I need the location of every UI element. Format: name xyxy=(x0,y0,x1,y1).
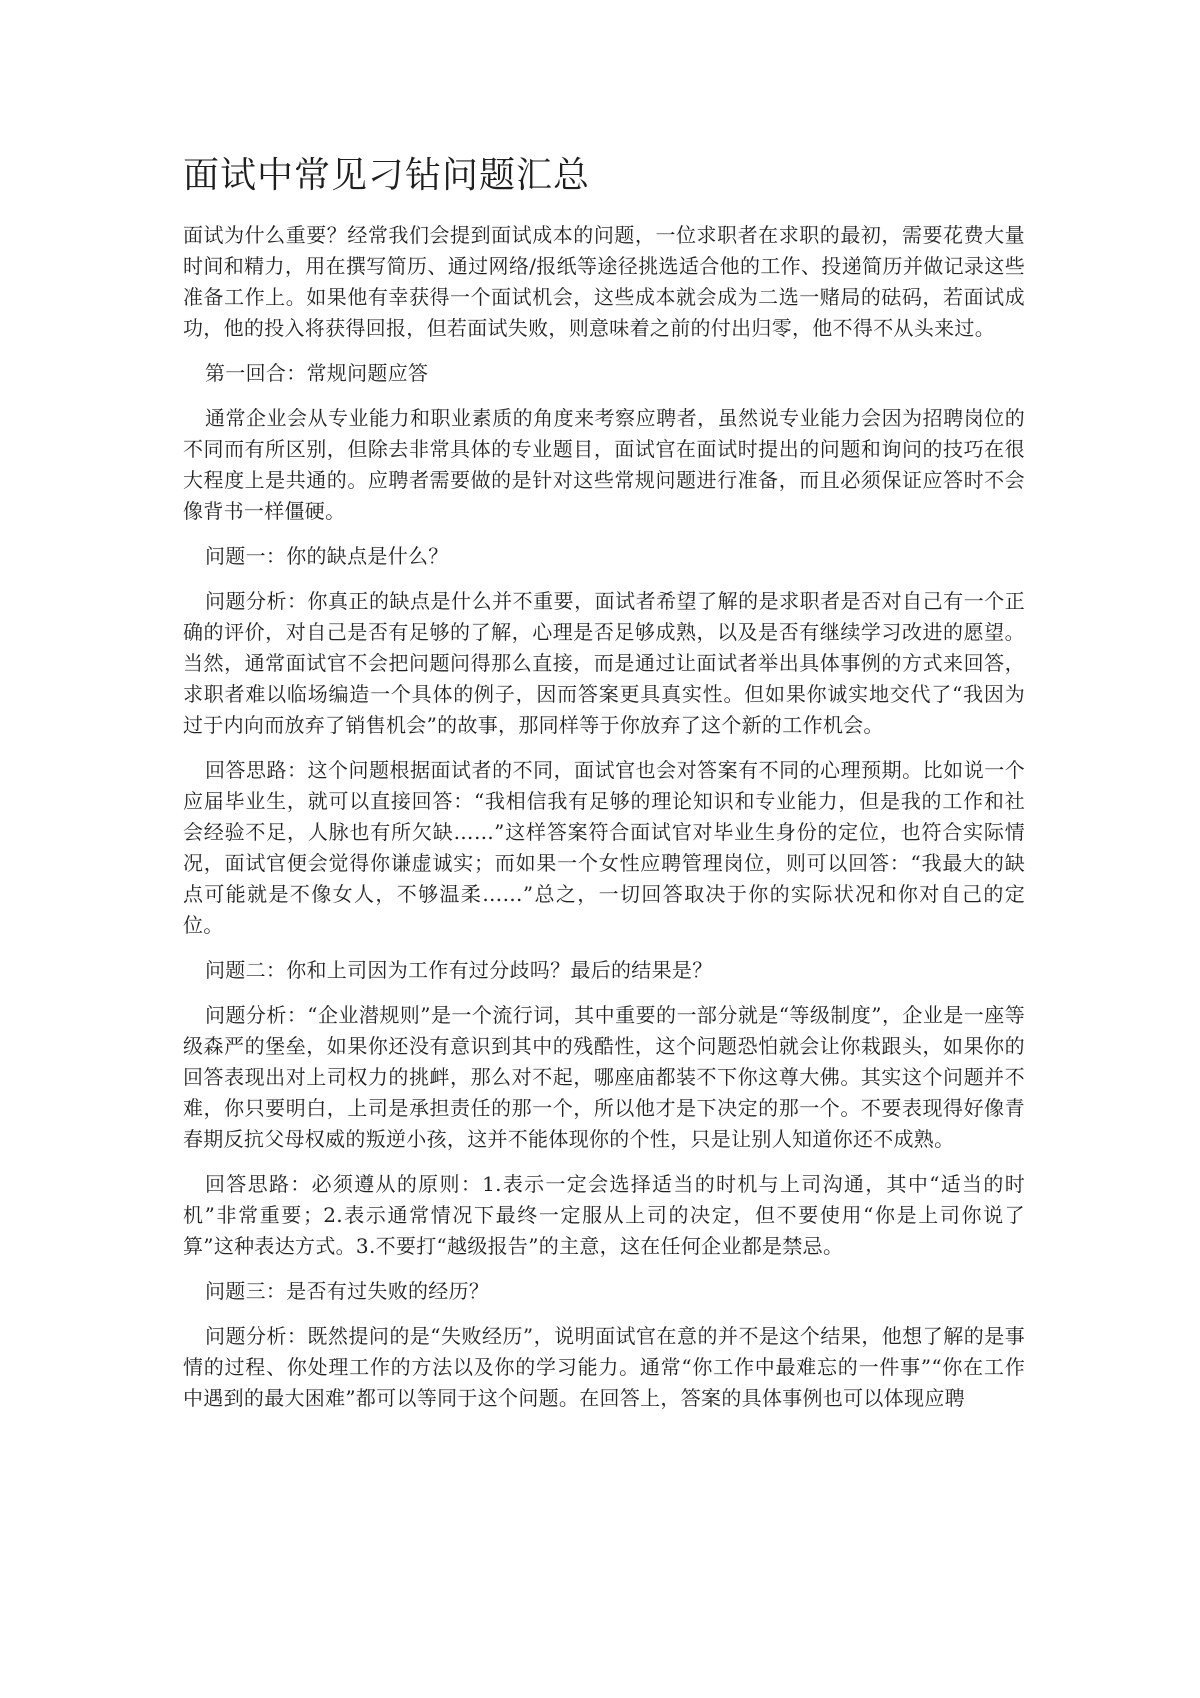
intro-paragraph: 面试为什么重要？经常我们会提到面试成本的问题，一位求职者在求职的最初，需要花费大量时间和精力，用在撰写简历、通过网络/报纸等途径挑选适合他的工作、投递简历并做记录这些准备工作上。如果他有幸获得一个面试机会，这些成本就会成为二选一赌局的砝码，若面试成功，他的投入将获得回报，但若面试失败，则意味着之前的付出归零，他不得不从头来过。 xyxy=(183,223,1025,340)
section-heading-round-one: 第一回合：常规问题应答 xyxy=(205,361,429,385)
document-title: 面试中常见刁钻问题汇总 xyxy=(183,155,591,196)
question-one-analysis: 问题分析：你真正的缺点是什么并不重要，面试者希望了解的是求职者是否对自己有一个正确的评价，对自己是否有足够的了解，心理是否足够成熟，以及是否有继续学习改进的愿望。当然，通常面试官不会把问题问得那么直接，而是通过让面试者举出具体事例的方式来回答，求职者难以临场编造一个具体的例子，因而答案更具真实性。但如果你诚实地交代了“我因为过于内向而放弃了销售机会”的故事，那同样等于你放弃了这个新的工作机会。 xyxy=(183,589,1025,737)
question-three-heading: 问题三：是否有过失败的经历？ xyxy=(205,1279,490,1303)
round-one-paragraph: 通常企业会从专业能力和职业素质的角度来考察应聘者，虽然说专业能力会因为招聘岗位的不同而有所区别，但除去非常具体的专业题目，面试官在面试时提出的问题和询问的技巧在很大程度上是共通的。应聘者需要做的是针对这些常规问题进行准备，而且必须保证应答时不会像背书一样僵硬。 xyxy=(183,406,1025,523)
question-two-analysis: 问题分析：“企业潜规则”是一个流行词，其中重要的一部分就是“等级制度”，企业是一座等级森严的堡垒，如果你还没有意识到其中的残酷性，这个问题恐怕就会让你栽跟头，如果你的回答表现出对上司权力的挑衅，那么对不起，哪座庙都装不下你这尊大佛。其实这个问题并不难，你只要明白，上司是承担责任的那一个，所以他才是下决定的那一个。不要表现得好像青春期反抗父母权威的叛逆小孩，这并不能体现你的个性，只是让别人知道你还不成熟。 xyxy=(183,1003,1025,1151)
question-two-heading: 问题二：你和上司因为工作有过分歧吗？最后的结果是？ xyxy=(205,958,713,982)
question-three-analysis: 问题分析：既然提问的是“失败经历”，说明面试官在意的并不是这个结果，他想了解的是事情的过程、你处理工作的方法以及你的学习能力。通常“你工作中最难忘的一件事”“你在工作中遇到的最大困难”都可以等同于这个问题。在回答上，答案的具体事例也可以体现应聘 xyxy=(183,1324,1025,1410)
question-one-heading: 问题一：你的缺点是什么？ xyxy=(205,544,449,568)
question-one-answer: 回答思路：这个问题根据面试者的不同，面试官也会对答案有不同的心理预期。比如说一个应届毕业生，就可以直接回答：“我相信我有足够的理论知识和专业能力，但是我的工作和社会经验不足，人脉也有所欠缺……”这样答案符合面试官对毕业生身份的定位，也符合实际情况，面试官便会觉得你谦虚诚实；而如果一个女性应聘管理岗位，则可以回答：“我最大的缺点可能就是不像女人，不够温柔……”总之，一切回答取决于你的实际状况和你对自己的定位。 xyxy=(183,758,1025,937)
document-page xyxy=(183,150,1025,1428)
question-two-answer: 回答思路：必须遵从的原则：1.表示一定会选择适当的时机与上司沟通，其中“适当的时机”非常重要；2.表示通常情况下最终一定服从上司的决定，但不要使用“你是上司你说了算”这种表达方式。3.不要打“越级报告”的主意，这在任何企业都是禁忌。 xyxy=(183,1172,1025,1258)
